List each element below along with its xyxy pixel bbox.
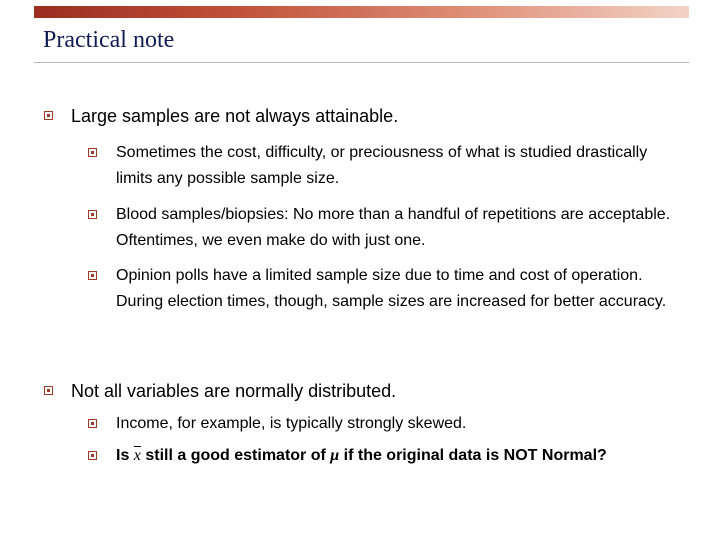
- sub-bullet-blood-samples: Blood samples/biopsies: No more than a handful of repetitions are acceptable. Oftentimes, we even make do with just one.: [116, 206, 671, 249]
- bullet-normal-distribution: Not all variables are normally distributed.: [71, 381, 397, 401]
- slide-title: Practical note: [43, 27, 175, 53]
- question-is: Is: [116, 447, 130, 464]
- population-mean-symbol: μ: [330, 447, 340, 464]
- title-divider: [34, 62, 689, 63]
- sample-mean-symbol: $\overline{x}$: [133, 447, 141, 464]
- sub-bullet-square-icon: [88, 451, 97, 460]
- sub-bullet-square-icon: [88, 271, 97, 280]
- question-post: if the original data is NOT Normal?: [343, 447, 607, 464]
- sub-bullet-cost-difficulty: Sometimes the cost, difficulty, or preciousness of what is studied drastically limits any possible sample size.: [116, 144, 648, 187]
- bullet-square-icon: [44, 111, 53, 120]
- sub-bullet-square-icon: [88, 210, 97, 219]
- sub-bullet-opinion-polls: Opinion polls have a limited sample size due to time and cost of operation. During election times, though, sample sizes are increased for better accuracy.: [116, 267, 667, 310]
- sub-bullet-income-skewed: Income, for example, is typically strongly skewed.: [116, 415, 467, 432]
- question-mid: still a good estimator of: [145, 447, 326, 464]
- bullet-large-samples: Large samples are not always attainable.: [71, 106, 399, 126]
- sub-bullet-square-icon: [88, 148, 97, 157]
- sub-bullet-square-icon: [88, 419, 97, 428]
- title-accent-bar: [34, 6, 689, 18]
- bullet-square-icon: [44, 386, 53, 395]
- sub-bullet-estimator-question: [116, 443, 676, 469]
